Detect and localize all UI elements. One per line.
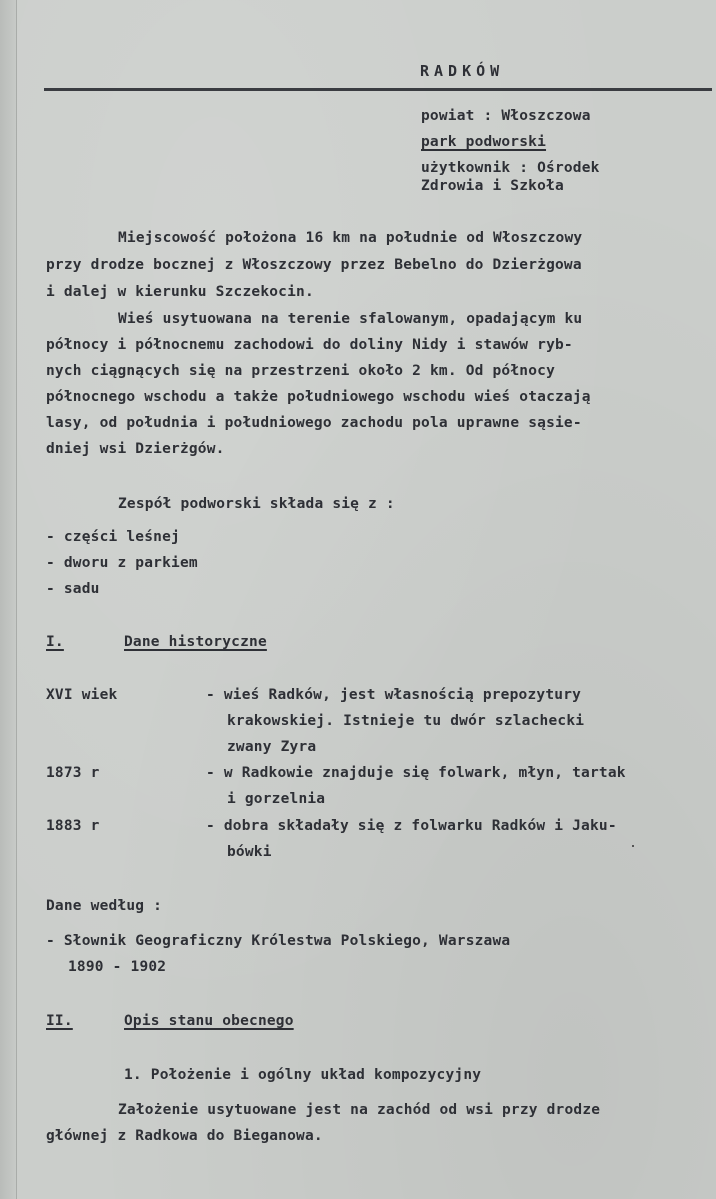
intro-line: nych ciągnących się na przestrzeni około 2 km. Od północy [46, 363, 555, 379]
history-text: i gorzelnia [227, 791, 326, 807]
title-rule [44, 88, 712, 91]
intro-line: przy drodze bocznej z Włoszczowy przez Bebelno do Dzierżgowa [46, 257, 582, 273]
powiat-line: powiat : Włoszczowa [421, 108, 591, 124]
composition-item: - części leśnej [46, 529, 180, 545]
paragraph-line: Założenie usytuowane jest na zachód od wsi przy drodze [118, 1102, 601, 1118]
park-type: park podworski [421, 134, 547, 150]
history-text: bówki [227, 844, 272, 860]
section-1-number: I. [46, 634, 64, 650]
composition-item: - sadu [46, 581, 100, 597]
history-text: - w Radkowie znajduje się folwark, młyn, tartak [206, 765, 626, 781]
history-date: XVI wiek [46, 687, 118, 703]
intro-line: dniej wsi Dzierżgów. [46, 441, 225, 457]
intro-line: północy i północnemu zachodowi do doliny Nidy i stawów ryb- [46, 337, 573, 353]
source-line: - Słownik Geograficzny Królestwa Polskiego, Warszawa [46, 933, 511, 949]
intro-line: Wieś usytuowana na terenie sfalowanym, opadającym ku [118, 311, 583, 327]
section-2-number: II. [46, 1013, 73, 1029]
user-line-2: Zdrowia i Szkoła [421, 178, 564, 194]
history-date: 1873 r [46, 765, 100, 781]
page-title: RADKÓW [420, 62, 505, 80]
paper-speck [632, 845, 634, 847]
intro-line: Miejscowość położona 16 km na południe od Włoszczowy [118, 230, 583, 246]
subheading: 1. Położenie i ogólny układ kompozycyjny [124, 1067, 482, 1083]
intro-line: północnego wschodu a także południowego wschodu wieś otaczają [46, 389, 591, 405]
source-label: Dane według : [46, 898, 163, 914]
history-text: krakowskiej. Istnieje tu dwór szlachecki [227, 713, 585, 729]
history-text: - dobra składały się z folwarku Radków i Jaku- [206, 818, 617, 834]
user-line-1: użytkownik : Ośrodek [421, 160, 600, 176]
page-edge [0, 0, 17, 1199]
history-text: zwany Zyra [227, 739, 317, 755]
history-date: 1883 r [46, 818, 100, 834]
intro-line: i dalej w kierunku Szczekocin. [46, 284, 314, 300]
composition-item: - dworu z parkiem [46, 555, 198, 571]
paragraph-line: głównej z Radkowa do Bieganowa. [46, 1128, 323, 1144]
source-line: 1890 - 1902 [68, 959, 167, 975]
history-text: - wieś Radków, jest własnością prepozytury [206, 687, 582, 703]
composition-heading: Zespół podworski składa się z : [118, 496, 395, 512]
intro-line: lasy, od południa i południowego zachodu pola uprawne sąsie- [46, 415, 582, 431]
section-1-title: Dane historyczne [124, 634, 267, 650]
section-2-title: Opis stanu obecnego [124, 1013, 294, 1029]
